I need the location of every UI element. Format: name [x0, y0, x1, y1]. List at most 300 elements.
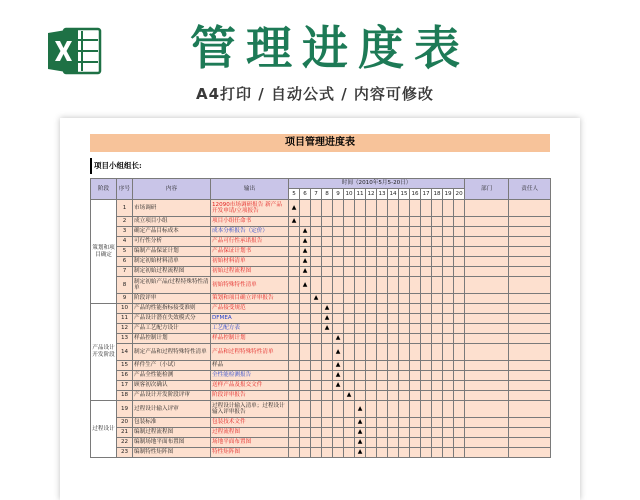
day-cell	[366, 361, 377, 371]
day-cell	[410, 217, 421, 227]
dept-cell	[465, 428, 509, 438]
progress-mark	[333, 344, 344, 361]
triangle-icon: ▲	[302, 237, 308, 245]
triangle-icon: ▲	[335, 371, 341, 379]
day-cell	[454, 237, 465, 247]
day-cell	[410, 361, 421, 371]
dept-cell	[465, 324, 509, 334]
header-row	[91, 179, 551, 189]
seq-cell: 18	[117, 391, 133, 401]
content-cell: 阶段评审	[133, 294, 211, 304]
table-row	[91, 267, 551, 277]
day-cell	[344, 324, 355, 334]
day-cell	[300, 371, 311, 381]
content-cell: 制定初始材料清单	[133, 257, 211, 267]
day-cell	[454, 294, 465, 304]
day-cell	[311, 247, 322, 257]
day-cell	[410, 401, 421, 418]
day-cell	[311, 237, 322, 247]
day-cell	[333, 257, 344, 267]
content-cell: 产品工艺配方设计	[133, 324, 211, 334]
dept-cell	[465, 257, 509, 267]
page-title: 管理进度表	[190, 21, 470, 75]
day-cell	[344, 371, 355, 381]
day-cell	[432, 418, 443, 428]
day-cell	[311, 324, 322, 334]
day-cell	[289, 334, 300, 344]
table-row	[91, 294, 551, 304]
day-cell	[399, 381, 410, 391]
day-cell	[399, 277, 410, 294]
day-cell	[322, 277, 333, 294]
progress-mark	[289, 217, 300, 227]
day-cell	[410, 324, 421, 334]
day-cell	[344, 381, 355, 391]
day-cell	[399, 217, 410, 227]
day-cell	[311, 401, 322, 418]
day-cell	[388, 237, 399, 247]
output-cell: 特性矩阵图	[211, 448, 289, 458]
day-cell	[410, 227, 421, 237]
day-cell	[311, 428, 322, 438]
day-cell	[399, 361, 410, 371]
progress-mark	[322, 314, 333, 324]
day-cell	[421, 361, 432, 371]
day-cell	[377, 314, 388, 324]
day-cell	[300, 217, 311, 227]
day-cell	[421, 391, 432, 401]
day-cell	[355, 200, 366, 217]
day-header: 13	[377, 189, 388, 200]
day-cell	[322, 267, 333, 277]
day-cell	[421, 418, 432, 428]
day-cell	[355, 334, 366, 344]
day-cell	[355, 361, 366, 371]
day-cell	[333, 438, 344, 448]
output-cell: 阶段评审报告	[211, 391, 289, 401]
table-row	[91, 438, 551, 448]
day-cell	[432, 237, 443, 247]
progress-mark	[355, 448, 366, 458]
seq-cell: 14	[117, 344, 133, 361]
table-row	[91, 247, 551, 257]
triangle-icon: ▲	[302, 227, 308, 235]
content-cell: 产品全性能检测	[133, 371, 211, 381]
day-cell	[388, 294, 399, 304]
triangle-icon: ▲	[335, 381, 341, 389]
day-cell	[454, 257, 465, 267]
owner-cell	[509, 237, 551, 247]
progress-mark	[300, 277, 311, 294]
owner-cell	[509, 448, 551, 458]
day-cell	[311, 418, 322, 428]
day-cell	[377, 257, 388, 267]
day-cell	[399, 257, 410, 267]
seq-cell: 6	[117, 257, 133, 267]
seq-cell: 3	[117, 227, 133, 237]
day-cell	[388, 227, 399, 237]
day-cell	[366, 438, 377, 448]
seq-cell: 5	[117, 247, 133, 257]
seq-cell: 21	[117, 428, 133, 438]
day-cell	[388, 448, 399, 458]
dept-cell	[465, 294, 509, 304]
day-cell	[355, 277, 366, 294]
triangle-icon: ▲	[335, 334, 341, 342]
output-cell: 12090市场调研报告 新产品开发申请/立项报告	[211, 200, 289, 217]
day-cell	[421, 237, 432, 247]
day-cell	[454, 418, 465, 428]
output-cell: 初始材料清单	[211, 257, 289, 267]
day-cell	[300, 428, 311, 438]
day-cell	[377, 361, 388, 371]
day-cell	[366, 401, 377, 418]
day-cell	[432, 401, 443, 418]
owner-cell	[509, 381, 551, 391]
day-cell	[410, 418, 421, 428]
day-cell	[421, 381, 432, 391]
day-cell	[421, 428, 432, 438]
day-cell	[311, 304, 322, 314]
triangle-icon: ▲	[324, 304, 330, 312]
owner-cell	[509, 371, 551, 381]
day-cell	[454, 247, 465, 257]
day-header: 17	[421, 189, 432, 200]
triangle-icon: ▲	[335, 361, 341, 369]
day-cell	[355, 217, 366, 227]
day-cell	[289, 344, 300, 361]
day-cell	[289, 381, 300, 391]
day-cell	[366, 324, 377, 334]
day-cell	[443, 257, 454, 267]
output-cell: 过程流程图	[211, 428, 289, 438]
day-cell	[421, 401, 432, 418]
progress-table	[90, 178, 551, 458]
triangle-icon: ▲	[302, 267, 308, 275]
output-cell: 场地平面布置图	[211, 438, 289, 448]
day-cell	[410, 257, 421, 267]
day-cell	[388, 277, 399, 294]
day-header: 6	[300, 189, 311, 200]
day-header: 5	[289, 189, 300, 200]
owner-cell	[509, 344, 551, 361]
day-cell	[344, 267, 355, 277]
day-cell	[289, 438, 300, 448]
dept-cell	[465, 237, 509, 247]
dept-cell	[465, 438, 509, 448]
day-cell	[421, 304, 432, 314]
content-cell: 可行性分析	[133, 237, 211, 247]
day-cell	[432, 200, 443, 217]
content-cell: 过程设计输入评审	[133, 401, 211, 418]
day-cell	[355, 344, 366, 361]
content-cell: 制定产品和过程特殊特性清单	[133, 344, 211, 361]
day-cell	[377, 448, 388, 458]
day-cell	[432, 227, 443, 237]
owner-cell	[509, 314, 551, 324]
day-cell	[322, 334, 333, 344]
day-cell	[399, 247, 410, 257]
day-header: 9	[333, 189, 344, 200]
seq-cell: 15	[117, 361, 133, 371]
day-cell	[388, 344, 399, 361]
day-cell	[344, 304, 355, 314]
day-cell	[344, 247, 355, 257]
day-cell	[443, 401, 454, 418]
day-cell	[454, 344, 465, 361]
owner-cell	[509, 361, 551, 371]
day-cell	[322, 448, 333, 458]
triangle-icon: ▲	[346, 391, 352, 399]
header-dept: 部门	[465, 179, 509, 200]
progress-mark	[322, 324, 333, 334]
day-cell	[443, 361, 454, 371]
day-cell	[289, 428, 300, 438]
day-cell	[300, 448, 311, 458]
header-output: 输出	[211, 179, 289, 200]
day-cell	[355, 267, 366, 277]
owner-cell	[509, 247, 551, 257]
day-cell	[454, 324, 465, 334]
day-cell	[421, 227, 432, 237]
day-cell	[333, 200, 344, 217]
header-content: 内容	[133, 179, 211, 200]
owner-cell	[509, 391, 551, 401]
day-cell	[399, 304, 410, 314]
table-row	[91, 304, 551, 314]
day-cell	[410, 344, 421, 361]
day-cell	[388, 391, 399, 401]
day-cell	[377, 277, 388, 294]
day-cell	[388, 428, 399, 438]
day-cell	[410, 277, 421, 294]
content-cell: 产品的性能指标接受准则	[133, 304, 211, 314]
day-cell	[377, 334, 388, 344]
progress-mark	[300, 257, 311, 267]
day-cell	[289, 401, 300, 418]
day-cell	[443, 217, 454, 227]
day-cell	[388, 267, 399, 277]
day-cell	[432, 217, 443, 227]
day-cell	[322, 391, 333, 401]
day-header: 10	[344, 189, 355, 200]
day-cell	[432, 304, 443, 314]
day-cell	[399, 428, 410, 438]
day-cell	[289, 314, 300, 324]
day-cell	[344, 401, 355, 418]
output-cell: 产品保证计划书	[211, 247, 289, 257]
day-cell	[377, 381, 388, 391]
day-cell	[355, 237, 366, 247]
day-cell	[454, 391, 465, 401]
day-cell	[355, 371, 366, 381]
triangle-icon: ▲	[357, 448, 363, 456]
day-cell	[300, 294, 311, 304]
table-row	[91, 361, 551, 371]
day-cell	[421, 217, 432, 227]
output-cell: 全性能检测报告	[211, 371, 289, 381]
day-cell	[377, 438, 388, 448]
excel-icon	[46, 25, 102, 77]
day-cell	[410, 428, 421, 438]
owner-cell	[509, 428, 551, 438]
day-cell	[443, 294, 454, 304]
dept-cell	[465, 371, 509, 381]
triangle-icon: ▲	[313, 294, 319, 302]
triangle-icon: ▲	[291, 217, 297, 225]
day-cell	[311, 257, 322, 267]
output-cell: 产品接受规范	[211, 304, 289, 314]
triangle-icon: ▲	[302, 247, 308, 255]
content-cell: 编制特性矩阵图	[133, 448, 211, 458]
day-cell	[322, 227, 333, 237]
output-cell: 工艺配方表	[211, 324, 289, 334]
day-header: 16	[410, 189, 421, 200]
output-cell: 项目小组任命书	[211, 217, 289, 227]
day-cell	[443, 344, 454, 361]
day-cell	[454, 227, 465, 237]
day-cell	[344, 314, 355, 324]
day-cell	[355, 381, 366, 391]
day-cell	[454, 217, 465, 227]
output-cell: 成本分析报告（定价）	[211, 227, 289, 237]
progress-mark	[333, 381, 344, 391]
day-cell	[399, 324, 410, 334]
day-cell	[289, 448, 300, 458]
triangle-icon: ▲	[324, 314, 330, 322]
day-cell	[289, 361, 300, 371]
day-cell	[366, 277, 377, 294]
day-cell	[333, 401, 344, 418]
day-cell	[432, 257, 443, 267]
day-cell	[333, 304, 344, 314]
progress-mark	[300, 227, 311, 237]
day-cell	[333, 418, 344, 428]
output-cell: 产品和过程特殊特性清单	[211, 344, 289, 361]
day-cell	[454, 200, 465, 217]
seq-cell: 8	[117, 277, 133, 294]
day-cell	[311, 334, 322, 344]
triangle-icon: ▲	[357, 428, 363, 436]
day-header: 12	[366, 189, 377, 200]
day-cell	[377, 371, 388, 381]
progress-mark	[300, 237, 311, 247]
day-cell	[366, 334, 377, 344]
day-cell	[322, 294, 333, 304]
day-cell	[432, 314, 443, 324]
day-header: 8	[322, 189, 333, 200]
day-cell	[377, 267, 388, 277]
day-cell	[322, 247, 333, 257]
phase-cell: 过程设计	[91, 401, 117, 458]
seq-cell: 17	[117, 381, 133, 391]
day-cell	[344, 277, 355, 294]
day-cell	[421, 277, 432, 294]
day-cell	[344, 227, 355, 237]
day-cell	[454, 314, 465, 324]
day-cell	[399, 227, 410, 237]
day-cell	[410, 448, 421, 458]
day-cell	[388, 324, 399, 334]
day-cell	[399, 448, 410, 458]
day-cell	[410, 200, 421, 217]
day-cell	[454, 448, 465, 458]
day-cell	[366, 294, 377, 304]
day-cell	[355, 324, 366, 334]
day-cell	[300, 391, 311, 401]
day-cell	[421, 247, 432, 257]
day-header: 19	[443, 189, 454, 200]
phase-cell: 策划和项目确定	[91, 200, 117, 304]
day-cell	[443, 381, 454, 391]
day-cell	[377, 227, 388, 237]
day-cell	[388, 200, 399, 217]
day-cell	[289, 227, 300, 237]
owner-cell	[509, 257, 551, 267]
content-cell: 制定初始产品/过程特殊特性清单	[133, 277, 211, 294]
day-cell	[388, 247, 399, 257]
day-cell	[432, 324, 443, 334]
day-cell	[333, 267, 344, 277]
triangle-icon: ▲	[291, 203, 297, 211]
day-cell	[443, 428, 454, 438]
day-cell	[300, 344, 311, 361]
owner-cell	[509, 227, 551, 237]
spreadsheet	[90, 134, 550, 458]
day-cell	[421, 294, 432, 304]
content-cell: 产品设计潜在失效模式分	[133, 314, 211, 324]
day-cell	[311, 381, 322, 391]
progress-mark	[311, 294, 322, 304]
day-cell	[388, 217, 399, 227]
day-cell	[454, 304, 465, 314]
day-cell	[388, 418, 399, 428]
day-cell	[399, 334, 410, 344]
day-cell	[300, 334, 311, 344]
day-cell	[322, 257, 333, 267]
day-cell	[388, 381, 399, 391]
day-cell	[421, 200, 432, 217]
day-cell	[289, 257, 300, 267]
day-cell	[377, 200, 388, 217]
dept-cell	[465, 401, 509, 418]
progress-mark	[355, 418, 366, 428]
seq-cell: 22	[117, 438, 133, 448]
day-cell	[410, 391, 421, 401]
progress-mark	[344, 391, 355, 401]
day-cell	[421, 438, 432, 448]
day-cell	[421, 324, 432, 334]
day-cell	[443, 247, 454, 257]
day-cell	[333, 448, 344, 458]
content-cell: 成立项目小组	[133, 217, 211, 227]
day-cell	[410, 381, 421, 391]
day-cell	[366, 257, 377, 267]
progress-mark	[333, 371, 344, 381]
day-cell	[366, 381, 377, 391]
day-cell	[333, 324, 344, 334]
day-cell	[443, 334, 454, 344]
day-cell	[311, 267, 322, 277]
day-cell	[421, 448, 432, 458]
table-row	[91, 314, 551, 324]
triangle-icon: ▲	[357, 418, 363, 426]
day-cell	[289, 247, 300, 257]
triangle-icon: ▲	[302, 280, 308, 288]
day-cell	[289, 267, 300, 277]
day-cell	[421, 257, 432, 267]
table-row	[91, 277, 551, 294]
